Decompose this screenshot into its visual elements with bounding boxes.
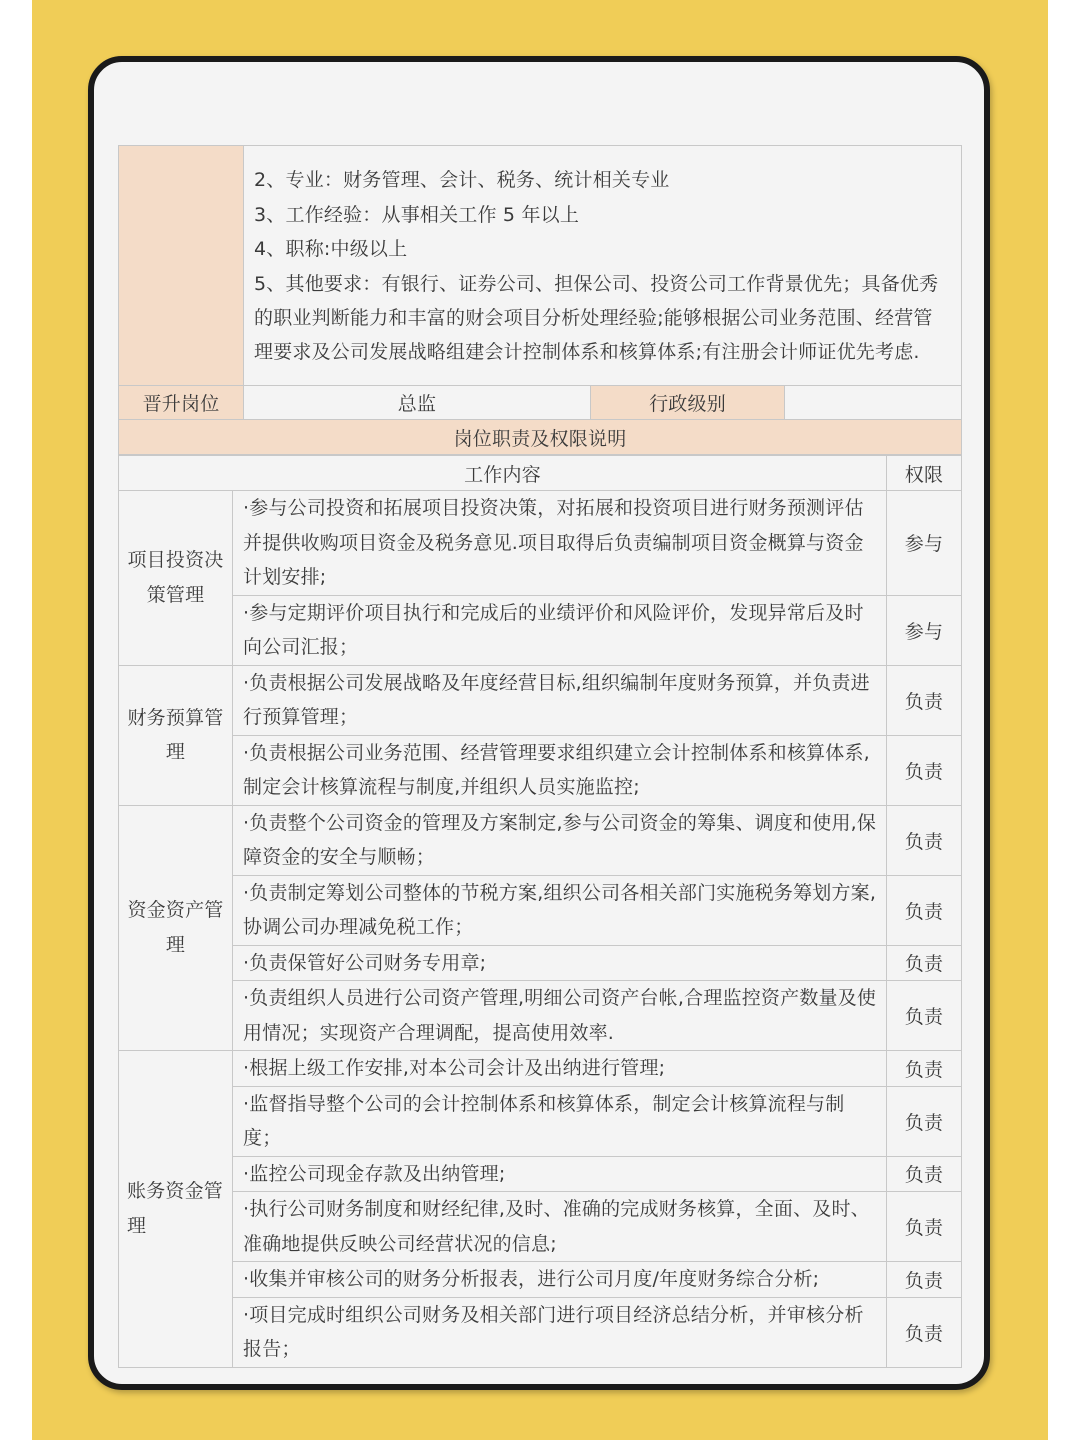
duty-item: ·收集并审核公司的财务分析报表，进行公司月度/年度财务综合分析; [233, 1262, 887, 1298]
authority-value: 负责 [887, 735, 962, 805]
authority-value: 负责 [887, 945, 962, 981]
requirements-table [118, 145, 962, 455]
duty-item: ·根据上级工作安排,对本公司会计及出纳进行管理; [233, 1051, 887, 1087]
requirement-experience: 3、工作经验：从事相关工作 5 年以上 [254, 203, 580, 226]
duty-item: ·项目完成时组织公司财务及相关部门进行项目经济总结分析，并审核分析报告； [233, 1297, 887, 1367]
authority-value: 负责 [887, 1297, 962, 1367]
admin-level-value [785, 386, 962, 420]
duty-item: ·监督指导整个公司的会计控制体系和核算体系，制定会计核算流程与制度； [233, 1086, 887, 1156]
authority-value: 负责 [887, 665, 962, 735]
column-header-authority: 权限 [887, 456, 962, 491]
duty-item: ·参与定期评价项目执行和完成后的业绩评价和风险评价，发现异常后及时向公司汇报； [233, 595, 887, 665]
section-title: 岗位职责及权限说明 [119, 420, 962, 455]
job-description-sheet [118, 145, 961, 1368]
category-project-investment [119, 491, 233, 666]
authority-value: 负责 [887, 1051, 962, 1087]
duty-item: ·负责制定筹划公司整体的节税方案,组织公司各相关部门实施税务筹划方案,协调公司办理减免税工作； [233, 875, 887, 945]
category-financial-budget [119, 665, 233, 805]
authority-value: 负责 [887, 1192, 962, 1262]
duty-item: ·负责根据公司业务范围、经营管理要求组织建立会计控制体系和核算体系,制定会计核算流程与制度,并组织人员实施监控; [233, 735, 887, 805]
category-label: 账务资金管理 [127, 1180, 224, 1237]
duties-table [118, 455, 962, 1368]
requirement-title: 4、职称:中级以上 [254, 238, 408, 261]
authority-value: 负责 [887, 805, 962, 875]
duty-item: ·负责组织人员进行公司资产管理,明细公司资产台帐,合理监控资产数量及使用情况；实现资产合理调配，提高使用效率. [233, 981, 887, 1051]
promotion-value: 总监 [244, 386, 591, 420]
duty-item: ·负责保管好公司财务专用章; [233, 945, 887, 981]
category-label: 资金资产管理 [127, 899, 224, 956]
category-label: 项目投资决策管理 [127, 549, 224, 606]
requirement-major: 2、专业：财务管理、会计、税务、统计相关专业 [254, 169, 670, 192]
duty-item: ·执行公司财务制度和财经纪律,及时、准确的完成财务核算，全面、及时、准确地提供反映公司经营状况的信息; [233, 1192, 887, 1262]
category-accounts-funds [119, 1051, 233, 1368]
authority-value: 负责 [887, 981, 962, 1051]
promotion-label: 晋升岗位 [119, 386, 244, 420]
authority-value: 参与 [887, 595, 962, 665]
requirements-label-cell [119, 146, 244, 386]
authority-value: 负责 [887, 1262, 962, 1298]
duty-item: ·负责根据公司发展战略及年度经营目标,组织编制年度财务预算，并负责进行预算管理； [233, 665, 887, 735]
authority-value: 负责 [887, 1086, 962, 1156]
category-label: 财务预算管理 [127, 706, 224, 763]
duty-item: ·负责整个公司资金的管理及方案制定,参与公司资金的筹集、调度和使用,保障资金的安全与顺畅； [233, 805, 887, 875]
authority-value: 参与 [887, 491, 962, 596]
duty-item: ·参与公司投资和拓展项目投资决策，对拓展和投资项目进行财务预测评估并提供收购项目资金及税务意见.项目取得后负责编制项目资金概算与资金计划安排; [233, 491, 887, 596]
authority-value: 负责 [887, 875, 962, 945]
admin-level-label: 行政级别 [591, 386, 785, 420]
duty-item: ·监控公司现金存款及出纳管理; [233, 1156, 887, 1192]
column-header-content: 工作内容 [119, 456, 887, 491]
authority-value: 负责 [887, 1156, 962, 1192]
requirements-cell [244, 146, 962, 386]
category-funds-assets [119, 805, 233, 1051]
requirement-other: 5、其他要求：有银行、证券公司、担保公司、投资公司工作背景优先；具备优秀的职业判断能力和丰富的财会项目分析处理经验;能够根据公司业务范围、经营管理要求及公司发展战略组建会计控制体系和核算体系;有注册会计师证优先考虑. [254, 272, 939, 364]
